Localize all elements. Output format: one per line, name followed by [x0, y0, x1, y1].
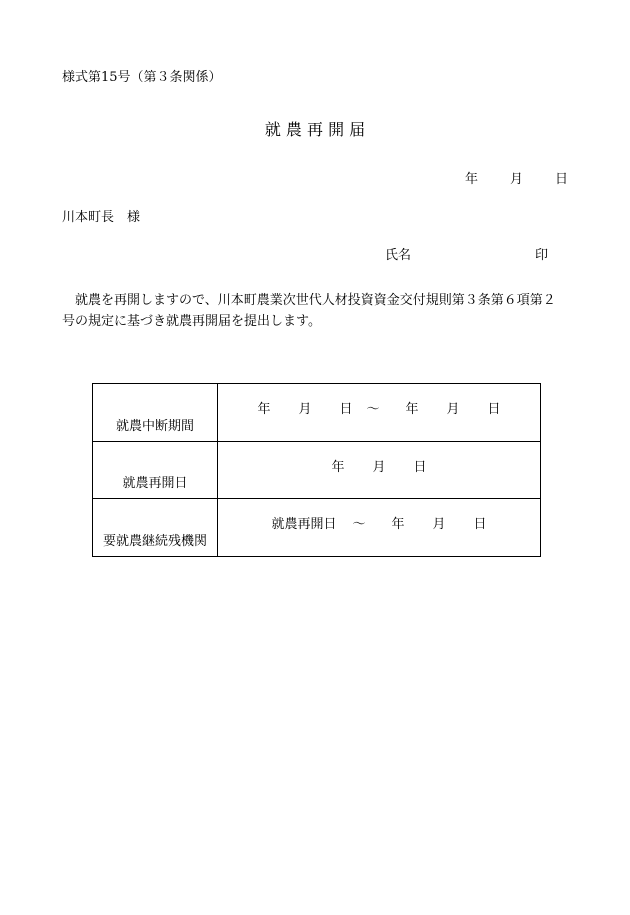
- period-day-start: 日: [339, 402, 353, 417]
- period-year-end: 年: [405, 402, 419, 417]
- seal-mark: 印: [535, 248, 549, 263]
- remaining-year: 年: [391, 517, 405, 532]
- period-day-end: 日: [487, 402, 501, 417]
- page-title: 就 農 再 開 届: [264, 120, 366, 139]
- name-label: 氏名: [385, 248, 412, 263]
- date-day: 日: [554, 172, 568, 187]
- table-row: [93, 499, 541, 557]
- table-row: [93, 442, 541, 499]
- restart-year: 年: [331, 460, 345, 475]
- details-table: [92, 383, 541, 557]
- restart-date-value: [218, 442, 541, 499]
- period-tilde: ～: [366, 402, 380, 417]
- body-text: 就農を再開しますので、川本町農業次世代人材投資資金交付規則第３条第６項第２号の規定に基づき就農再開届を提出します。: [62, 293, 556, 329]
- applicant-name-line: [385, 244, 549, 263]
- row-label-suspension-period: 就農中断期間: [93, 384, 218, 442]
- date-year: 年: [464, 172, 478, 187]
- period-month-end: 月: [446, 402, 460, 417]
- addressee: 川本町長 様: [62, 210, 141, 225]
- remaining-day: 日: [473, 517, 487, 532]
- period-year-start: 年: [257, 402, 271, 417]
- restart-month: 月: [372, 460, 386, 475]
- restart-day: 日: [413, 460, 427, 475]
- remaining-tilde: ～: [352, 517, 366, 532]
- remaining-period-value: [218, 499, 541, 557]
- form-number: 様式第15号（第３条関係）: [62, 70, 222, 85]
- period-month-start: 月: [298, 402, 312, 417]
- remaining-month: 月: [432, 517, 446, 532]
- submission-date-line: [465, 168, 568, 187]
- row-label-remaining-period: 要就農継続残機関: [93, 499, 218, 557]
- table-row: [93, 384, 541, 442]
- suspension-period-value: [218, 384, 541, 442]
- date-month: 月: [509, 172, 523, 187]
- row-label-restart-date: 就農再開日: [93, 442, 218, 499]
- remaining-prefix: 就農再開日: [271, 517, 337, 532]
